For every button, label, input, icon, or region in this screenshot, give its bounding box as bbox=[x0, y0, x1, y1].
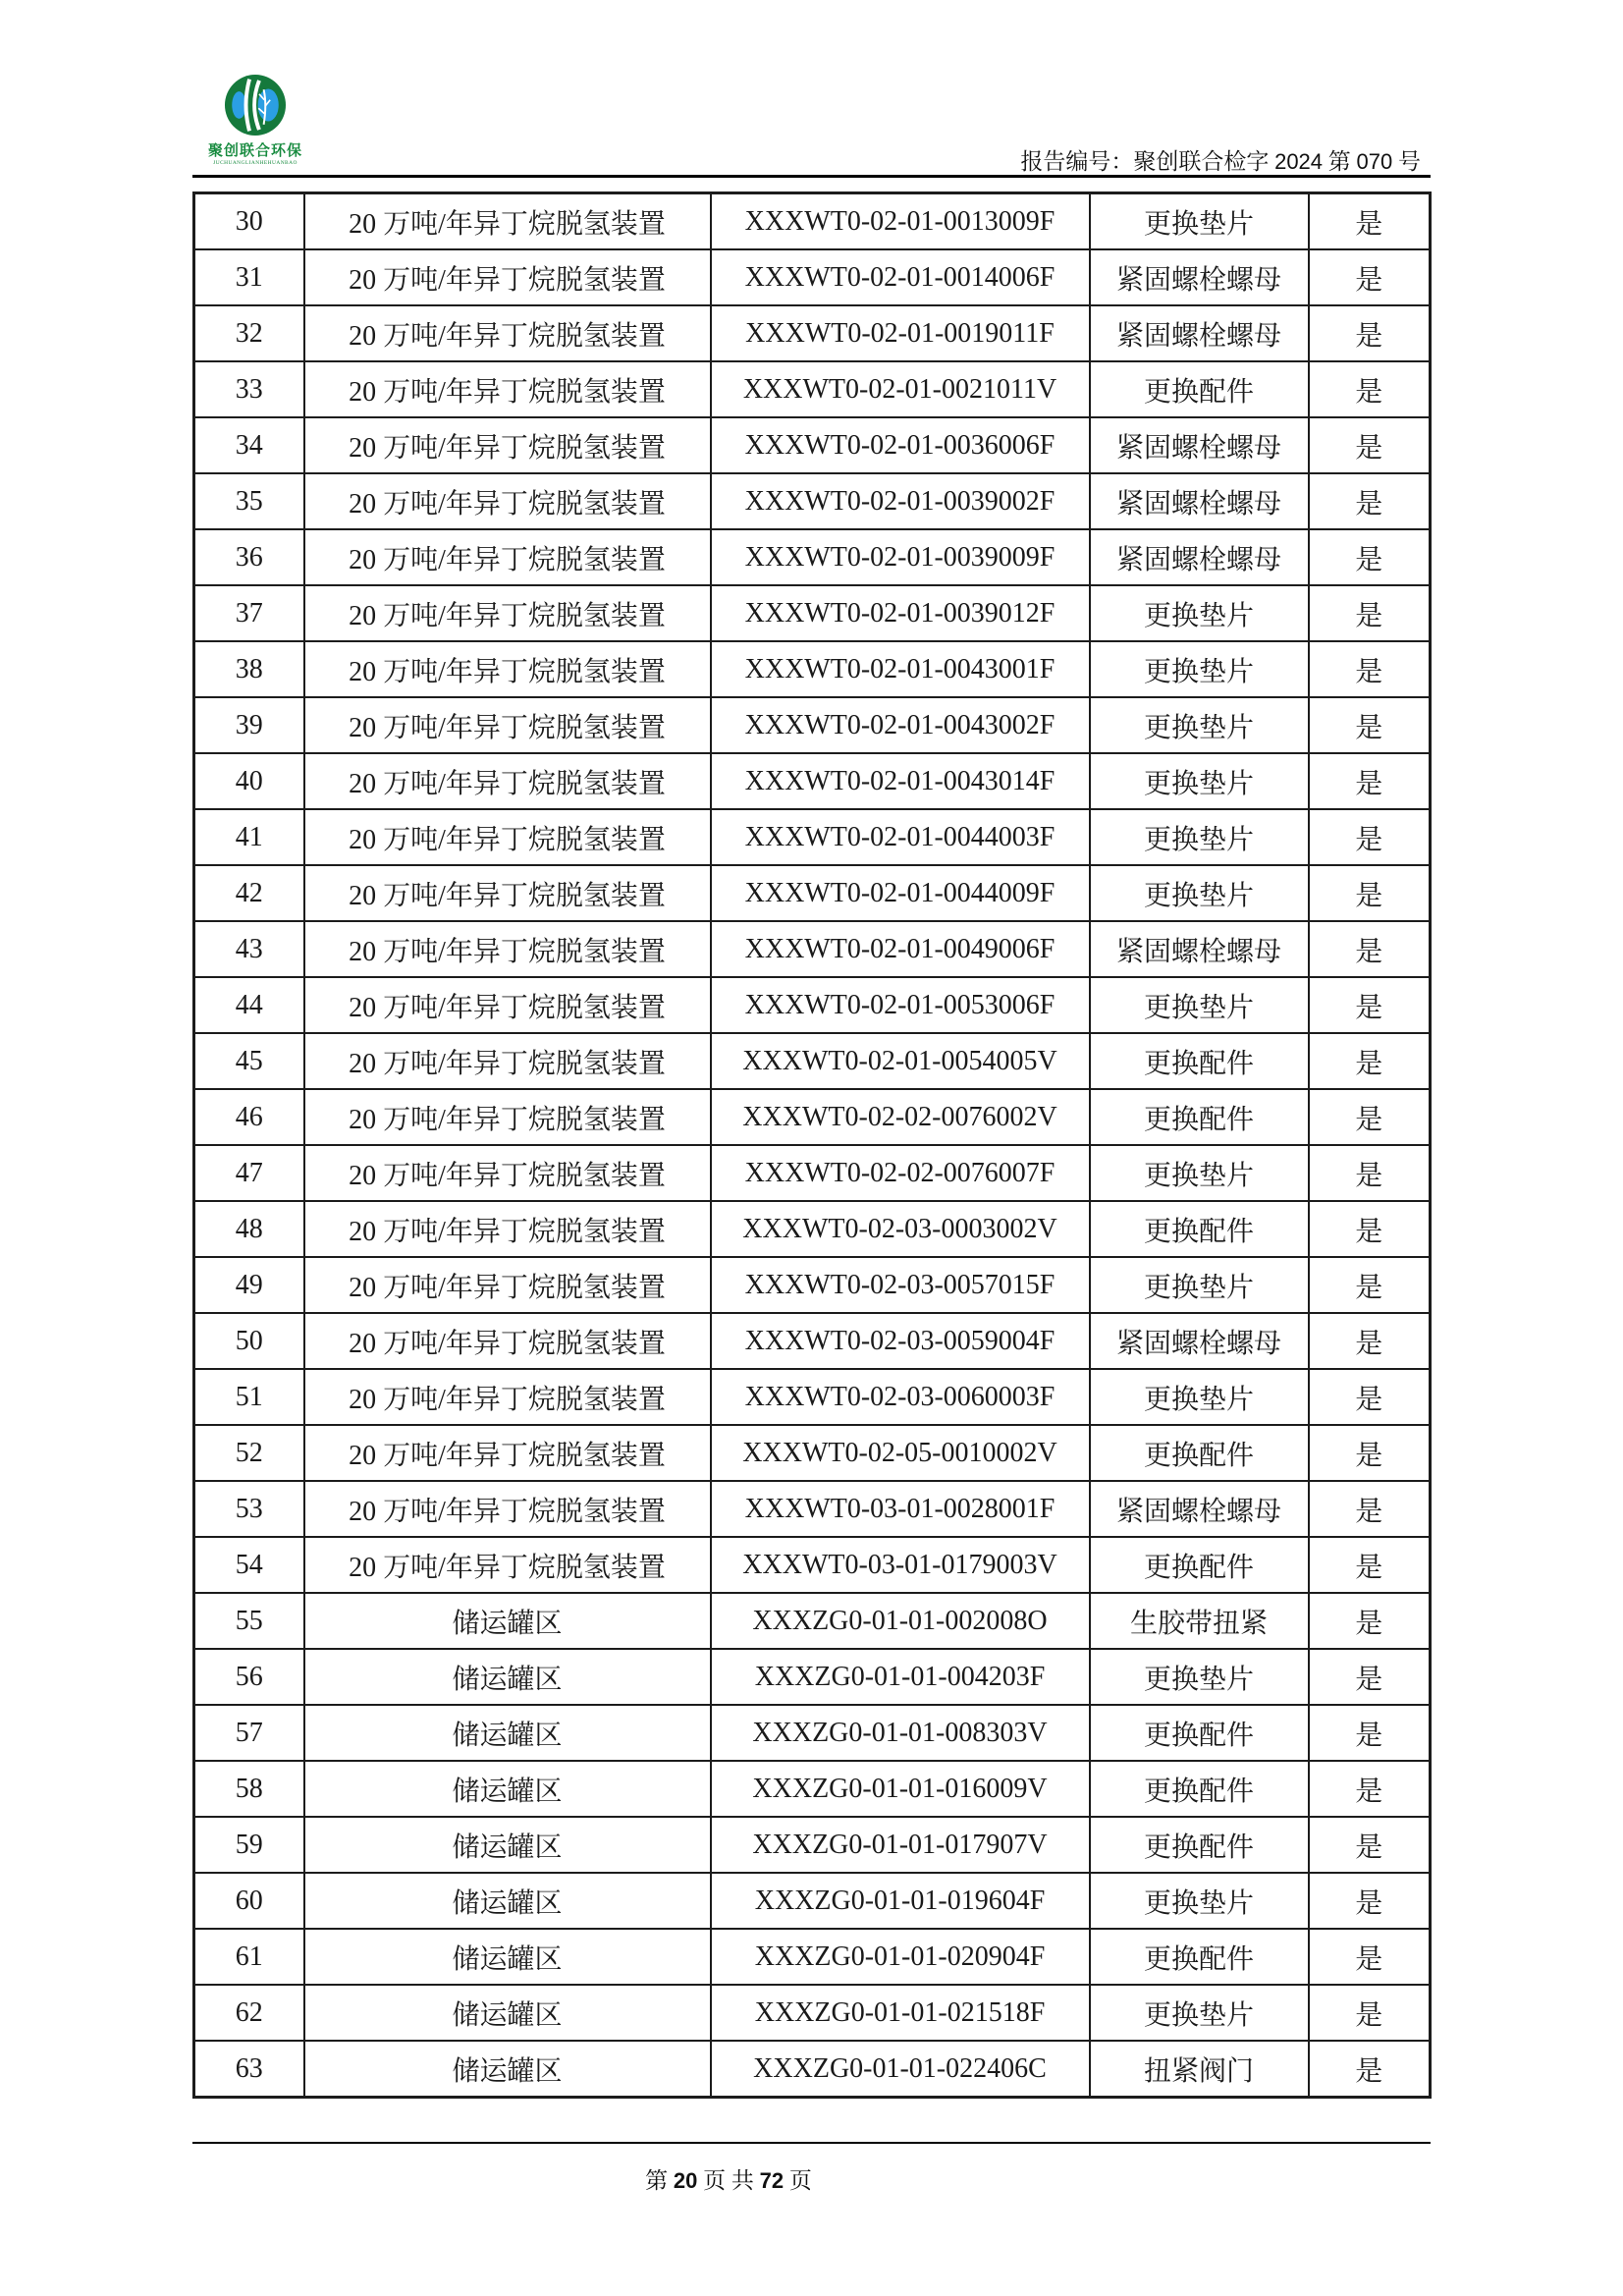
cell-equipment-code: XXXWT0-03-01-0028001F bbox=[711, 1481, 1090, 1537]
cell-equipment-code: XXXZG0-01-01-020904F bbox=[711, 1929, 1090, 1985]
table-row bbox=[194, 865, 1431, 921]
cell-device-name: 20 万吨/年异丁烷脱氢装置 bbox=[304, 361, 711, 417]
cell-completed: 是 bbox=[1309, 1145, 1431, 1201]
cell-row-number: 35 bbox=[194, 473, 304, 529]
cell-treatment-measure: 更换垫片 bbox=[1090, 809, 1309, 865]
cell-equipment-code: XXXWT0-02-03-0060003F bbox=[711, 1369, 1090, 1425]
cell-equipment-code: XXXWT0-02-01-0013009F bbox=[711, 193, 1090, 250]
cell-device-name: 储运罐区 bbox=[304, 1817, 711, 1873]
cell-device-name: 20 万吨/年异丁烷脱氢装置 bbox=[304, 417, 711, 473]
table-row bbox=[194, 417, 1431, 473]
footer-total-label: 页 bbox=[788, 2168, 812, 2193]
table-row bbox=[194, 1033, 1431, 1089]
cell-completed: 是 bbox=[1309, 977, 1431, 1033]
cell-row-number: 53 bbox=[194, 1481, 304, 1537]
cell-treatment-measure: 更换垫片 bbox=[1090, 1257, 1309, 1313]
company-logo bbox=[208, 73, 302, 166]
header-rule bbox=[192, 175, 1431, 178]
cell-equipment-code: XXXZG0-01-01-019604F bbox=[711, 1873, 1090, 1929]
cell-treatment-measure: 更换垫片 bbox=[1090, 585, 1309, 641]
cell-treatment-measure: 更换垫片 bbox=[1090, 1873, 1309, 1929]
cell-equipment-code: XXXWT0-02-01-0039009F bbox=[711, 529, 1090, 585]
table-row bbox=[194, 585, 1431, 641]
cell-row-number: 63 bbox=[194, 2041, 304, 2098]
cell-equipment-code: XXXZG0-01-01-022406C bbox=[711, 2041, 1090, 2098]
cell-row-number: 34 bbox=[194, 417, 304, 473]
cell-row-number: 56 bbox=[194, 1649, 304, 1705]
cell-completed: 是 bbox=[1309, 1089, 1431, 1145]
cell-completed: 是 bbox=[1309, 1817, 1431, 1873]
cell-treatment-measure: 紧固螺栓螺母 bbox=[1090, 529, 1309, 585]
table-row bbox=[194, 361, 1431, 417]
cell-device-name: 储运罐区 bbox=[304, 1593, 711, 1649]
cell-completed: 是 bbox=[1309, 1369, 1431, 1425]
cell-row-number: 55 bbox=[194, 1593, 304, 1649]
cell-equipment-code: XXXWT0-02-01-0049006F bbox=[711, 921, 1090, 977]
table-row bbox=[194, 1369, 1431, 1425]
report-code-name: 聚创联合检字 bbox=[1133, 149, 1270, 174]
cell-treatment-measure: 更换垫片 bbox=[1090, 193, 1309, 250]
cell-row-number: 42 bbox=[194, 865, 304, 921]
cell-treatment-measure: 更换垫片 bbox=[1090, 697, 1309, 753]
cell-row-number: 37 bbox=[194, 585, 304, 641]
cell-device-name: 20 万吨/年异丁烷脱氢装置 bbox=[304, 305, 711, 361]
cell-completed: 是 bbox=[1309, 1033, 1431, 1089]
cell-equipment-code: XXXWT0-03-01-0179003V bbox=[711, 1537, 1090, 1593]
cell-equipment-code: XXXWT0-02-05-0010002V bbox=[711, 1425, 1090, 1481]
cell-equipment-code: XXXZG0-01-01-017907V bbox=[711, 1817, 1090, 1873]
cell-completed: 是 bbox=[1309, 1593, 1431, 1649]
cell-device-name: 20 万吨/年异丁烷脱氢装置 bbox=[304, 1033, 711, 1089]
cell-row-number: 39 bbox=[194, 697, 304, 753]
report-serial: 070 bbox=[1356, 149, 1393, 174]
cell-device-name: 20 万吨/年异丁烷脱氢装置 bbox=[304, 697, 711, 753]
cell-treatment-measure: 紧固螺栓螺母 bbox=[1090, 249, 1309, 305]
table-row bbox=[194, 1929, 1431, 1985]
cell-equipment-code: XXXZG0-01-01-004203F bbox=[711, 1649, 1090, 1705]
cell-completed: 是 bbox=[1309, 865, 1431, 921]
cell-device-name: 20 万吨/年异丁烷脱氢装置 bbox=[304, 473, 711, 529]
table-row bbox=[194, 2041, 1431, 2098]
cell-completed: 是 bbox=[1309, 1929, 1431, 1985]
cell-row-number: 62 bbox=[194, 1985, 304, 2041]
cell-device-name: 20 万吨/年异丁烷脱氢装置 bbox=[304, 1089, 711, 1145]
cell-row-number: 45 bbox=[194, 1033, 304, 1089]
table-row bbox=[194, 193, 1431, 250]
cell-equipment-code: XXXWT0-02-01-0054005V bbox=[711, 1033, 1090, 1089]
current-page-number: 20 bbox=[673, 2168, 698, 2193]
cell-treatment-measure: 更换配件 bbox=[1090, 1537, 1309, 1593]
table-row bbox=[194, 1425, 1431, 1481]
cell-treatment-measure: 更换配件 bbox=[1090, 1033, 1309, 1089]
cell-treatment-measure: 紧固螺栓螺母 bbox=[1090, 921, 1309, 977]
table-row bbox=[194, 1313, 1431, 1369]
cell-device-name: 20 万吨/年异丁烷脱氢装置 bbox=[304, 865, 711, 921]
cell-equipment-code: XXXWT0-02-01-0044003F bbox=[711, 809, 1090, 865]
cell-completed: 是 bbox=[1309, 361, 1431, 417]
cell-device-name: 20 万吨/年异丁烷脱氢装置 bbox=[304, 529, 711, 585]
cell-completed: 是 bbox=[1309, 1873, 1431, 1929]
cell-completed: 是 bbox=[1309, 809, 1431, 865]
cell-device-name: 储运罐区 bbox=[304, 1705, 711, 1761]
cell-completed: 是 bbox=[1309, 753, 1431, 809]
table-row bbox=[194, 1761, 1431, 1817]
cell-equipment-code: XXXWT0-02-01-0043002F bbox=[711, 697, 1090, 753]
table-row bbox=[194, 921, 1431, 977]
cell-row-number: 30 bbox=[194, 193, 304, 250]
cell-completed: 是 bbox=[1309, 1201, 1431, 1257]
cell-row-number: 60 bbox=[194, 1873, 304, 1929]
cell-equipment-code: XXXWT0-02-01-0043014F bbox=[711, 753, 1090, 809]
cell-treatment-measure: 紧固螺栓螺母 bbox=[1090, 1481, 1309, 1537]
cell-row-number: 36 bbox=[194, 529, 304, 585]
cell-equipment-code: XXXWT0-02-01-0044009F bbox=[711, 865, 1090, 921]
cell-equipment-code: XXXWT0-02-01-0019011F bbox=[711, 305, 1090, 361]
cell-equipment-code: XXXWT0-02-01-0021011V bbox=[711, 361, 1090, 417]
report-year: 2024 bbox=[1274, 149, 1324, 174]
company-logo-icon bbox=[223, 73, 288, 137]
cell-device-name: 20 万吨/年异丁烷脱氢装置 bbox=[304, 1201, 711, 1257]
cell-row-number: 43 bbox=[194, 921, 304, 977]
cell-completed: 是 bbox=[1309, 1705, 1431, 1761]
cell-device-name: 20 万吨/年异丁烷脱氢装置 bbox=[304, 641, 711, 697]
cell-treatment-measure: 紧固螺栓螺母 bbox=[1090, 305, 1309, 361]
cell-row-number: 49 bbox=[194, 1257, 304, 1313]
cell-completed: 是 bbox=[1309, 529, 1431, 585]
table-row bbox=[194, 1481, 1431, 1537]
cell-row-number: 40 bbox=[194, 753, 304, 809]
footer-rule bbox=[192, 2142, 1431, 2144]
cell-treatment-measure: 更换配件 bbox=[1090, 1705, 1309, 1761]
report-di: 第 bbox=[1327, 149, 1351, 174]
footer-page-label: 页 bbox=[703, 2168, 727, 2193]
total-pages-number: 72 bbox=[759, 2168, 784, 2193]
cell-row-number: 54 bbox=[194, 1537, 304, 1593]
cell-equipment-code: XXXWT0-02-01-0036006F bbox=[711, 417, 1090, 473]
table-row bbox=[194, 641, 1431, 697]
report-number bbox=[1020, 143, 1421, 176]
cell-treatment-measure: 更换配件 bbox=[1090, 1929, 1309, 1985]
cell-treatment-measure: 更换配件 bbox=[1090, 1425, 1309, 1481]
cell-completed: 是 bbox=[1309, 1985, 1431, 2041]
table-row bbox=[194, 249, 1431, 305]
table-row bbox=[194, 1873, 1431, 1929]
cell-equipment-code: XXXWT0-02-01-0039002F bbox=[711, 473, 1090, 529]
cell-completed: 是 bbox=[1309, 249, 1431, 305]
cell-equipment-code: XXXWT0-02-02-0076007F bbox=[711, 1145, 1090, 1201]
cell-row-number: 50 bbox=[194, 1313, 304, 1369]
cell-treatment-measure: 更换垫片 bbox=[1090, 641, 1309, 697]
cell-completed: 是 bbox=[1309, 417, 1431, 473]
cell-equipment-code: XXXZG0-01-01-016009V bbox=[711, 1761, 1090, 1817]
company-logo-name: 聚创联合环保 bbox=[208, 143, 303, 159]
cell-row-number: 61 bbox=[194, 1929, 304, 1985]
cell-equipment-code: XXXWT0-02-03-0057015F bbox=[711, 1257, 1090, 1313]
cell-completed: 是 bbox=[1309, 1537, 1431, 1593]
cell-treatment-measure: 更换垫片 bbox=[1090, 1985, 1309, 2041]
cell-treatment-measure: 紧固螺栓螺母 bbox=[1090, 417, 1309, 473]
cell-row-number: 44 bbox=[194, 977, 304, 1033]
cell-treatment-measure: 扭紧阀门 bbox=[1090, 2041, 1309, 2098]
cell-treatment-measure: 更换配件 bbox=[1090, 1089, 1309, 1145]
cell-treatment-measure: 更换垫片 bbox=[1090, 865, 1309, 921]
report-suffix: 号 bbox=[1398, 149, 1421, 174]
cell-device-name: 20 万吨/年异丁烷脱氢装置 bbox=[304, 753, 711, 809]
cell-device-name: 20 万吨/年异丁烷脱氢装置 bbox=[304, 1313, 711, 1369]
company-logo-subtitle: JUCHUANGLIANHEHUANBAO bbox=[213, 160, 298, 166]
cell-completed: 是 bbox=[1309, 641, 1431, 697]
cell-device-name: 20 万吨/年异丁烷脱氢装置 bbox=[304, 1145, 711, 1201]
cell-completed: 是 bbox=[1309, 697, 1431, 753]
cell-row-number: 51 bbox=[194, 1369, 304, 1425]
cell-treatment-measure: 更换垫片 bbox=[1090, 1145, 1309, 1201]
cell-equipment-code: XXXWT0-02-02-0076002V bbox=[711, 1089, 1090, 1145]
table-row bbox=[194, 1537, 1431, 1593]
cell-row-number: 59 bbox=[194, 1817, 304, 1873]
cell-device-name: 20 万吨/年异丁烷脱氢装置 bbox=[304, 1257, 711, 1313]
cell-device-name: 20 万吨/年异丁烷脱氢装置 bbox=[304, 1425, 711, 1481]
table-row bbox=[194, 1985, 1431, 2041]
table-row bbox=[194, 753, 1431, 809]
table-row bbox=[194, 1145, 1431, 1201]
cell-completed: 是 bbox=[1309, 1649, 1431, 1705]
cell-treatment-measure: 紧固螺栓螺母 bbox=[1090, 473, 1309, 529]
cell-treatment-measure: 更换配件 bbox=[1090, 361, 1309, 417]
cell-equipment-code: XXXWT0-02-01-0043001F bbox=[711, 641, 1090, 697]
table-row bbox=[194, 1705, 1431, 1761]
table-row bbox=[194, 1817, 1431, 1873]
table-row bbox=[194, 1257, 1431, 1313]
cell-treatment-measure: 更换配件 bbox=[1090, 1201, 1309, 1257]
cell-equipment-code: XXXWT0-02-01-0014006F bbox=[711, 249, 1090, 305]
cell-equipment-code: XXXZG0-01-01-021518F bbox=[711, 1985, 1090, 2041]
cell-completed: 是 bbox=[1309, 1425, 1431, 1481]
cell-device-name: 20 万吨/年异丁烷脱氢装置 bbox=[304, 921, 711, 977]
cell-device-name: 20 万吨/年异丁烷脱氢装置 bbox=[304, 585, 711, 641]
cell-row-number: 57 bbox=[194, 1705, 304, 1761]
cell-treatment-measure: 更换垫片 bbox=[1090, 1649, 1309, 1705]
cell-equipment-code: XXXWT0-02-01-0039012F bbox=[711, 585, 1090, 641]
cell-equipment-code: XXXWT0-02-03-0059004F bbox=[711, 1313, 1090, 1369]
cell-row-number: 48 bbox=[194, 1201, 304, 1257]
cell-device-name: 储运罐区 bbox=[304, 1649, 711, 1705]
cell-completed: 是 bbox=[1309, 305, 1431, 361]
cell-completed: 是 bbox=[1309, 2041, 1431, 2098]
cell-treatment-measure: 紧固螺栓螺母 bbox=[1090, 1313, 1309, 1369]
table-row bbox=[194, 529, 1431, 585]
cell-device-name: 20 万吨/年异丁烷脱氢装置 bbox=[304, 809, 711, 865]
cell-device-name: 20 万吨/年异丁烷脱氢装置 bbox=[304, 977, 711, 1033]
cell-completed: 是 bbox=[1309, 193, 1431, 250]
table-row bbox=[194, 697, 1431, 753]
cell-completed: 是 bbox=[1309, 921, 1431, 977]
table-row bbox=[194, 1649, 1431, 1705]
cell-row-number: 41 bbox=[194, 809, 304, 865]
cell-device-name: 储运罐区 bbox=[304, 1985, 711, 2041]
table-row bbox=[194, 1201, 1431, 1257]
cell-device-name: 20 万吨/年异丁烷脱氢装置 bbox=[304, 1369, 711, 1425]
cell-equipment-code: XXXZG0-01-01-008303V bbox=[711, 1705, 1090, 1761]
table-row bbox=[194, 1089, 1431, 1145]
cell-equipment-code: XXXWT0-02-03-0003002V bbox=[711, 1201, 1090, 1257]
cell-device-name: 储运罐区 bbox=[304, 1761, 711, 1817]
cell-device-name: 20 万吨/年异丁烷脱氢装置 bbox=[304, 193, 711, 250]
cell-row-number: 47 bbox=[194, 1145, 304, 1201]
table-row bbox=[194, 809, 1431, 865]
cell-row-number: 58 bbox=[194, 1761, 304, 1817]
cell-completed: 是 bbox=[1309, 473, 1431, 529]
cell-treatment-measure: 更换垫片 bbox=[1090, 977, 1309, 1033]
cell-treatment-measure: 更换配件 bbox=[1090, 1761, 1309, 1817]
cell-treatment-measure: 更换配件 bbox=[1090, 1817, 1309, 1873]
cell-row-number: 32 bbox=[194, 305, 304, 361]
cell-equipment-code: XXXZG0-01-01-002008O bbox=[711, 1593, 1090, 1649]
cell-row-number: 31 bbox=[194, 249, 304, 305]
cell-row-number: 46 bbox=[194, 1089, 304, 1145]
cell-completed: 是 bbox=[1309, 585, 1431, 641]
table-row bbox=[194, 305, 1431, 361]
cell-equipment-code: XXXWT0-02-01-0053006F bbox=[711, 977, 1090, 1033]
cell-completed: 是 bbox=[1309, 1761, 1431, 1817]
cell-treatment-measure: 生胶带扭紧 bbox=[1090, 1593, 1309, 1649]
table-row bbox=[194, 473, 1431, 529]
table-row bbox=[194, 1593, 1431, 1649]
report-number-label: 报告编号： bbox=[1020, 149, 1134, 174]
cell-completed: 是 bbox=[1309, 1257, 1431, 1313]
cell-device-name: 20 万吨/年异丁烷脱氢装置 bbox=[304, 249, 711, 305]
cell-row-number: 52 bbox=[194, 1425, 304, 1481]
page-footer bbox=[192, 2162, 1265, 2195]
footer-di: 第 bbox=[645, 2168, 669, 2193]
cell-device-name: 储运罐区 bbox=[304, 1929, 711, 1985]
cell-treatment-measure: 更换垫片 bbox=[1090, 753, 1309, 809]
maintenance-table-body bbox=[194, 193, 1431, 2098]
cell-treatment-measure: 更换垫片 bbox=[1090, 1369, 1309, 1425]
footer-of-label: 共 bbox=[730, 2168, 754, 2193]
cell-completed: 是 bbox=[1309, 1481, 1431, 1537]
table-row bbox=[194, 977, 1431, 1033]
cell-row-number: 38 bbox=[194, 641, 304, 697]
cell-device-name: 储运罐区 bbox=[304, 1873, 711, 1929]
cell-row-number: 33 bbox=[194, 361, 304, 417]
maintenance-table bbox=[192, 191, 1432, 2099]
cell-completed: 是 bbox=[1309, 1313, 1431, 1369]
cell-device-name: 20 万吨/年异丁烷脱氢装置 bbox=[304, 1481, 711, 1537]
cell-device-name: 20 万吨/年异丁烷脱氢装置 bbox=[304, 1537, 711, 1593]
cell-device-name: 储运罐区 bbox=[304, 2041, 711, 2098]
